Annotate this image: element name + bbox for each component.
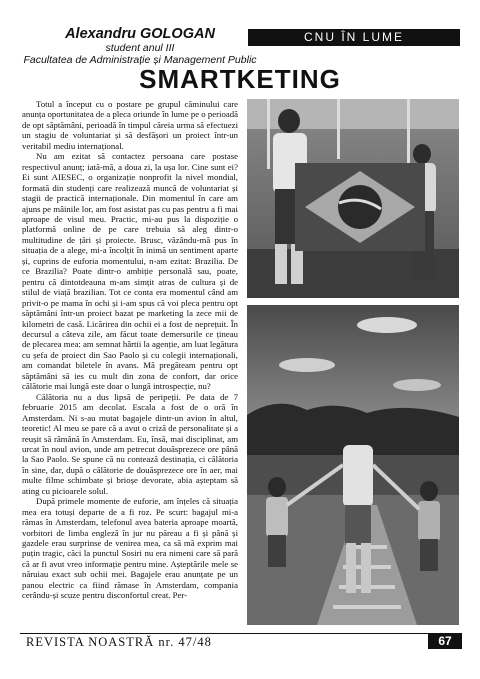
paragraph: Călătoria nu a dus lipsă de peripeții. Pe data de 7 februarie 2015 am decolat. Escala a fost de o oră în Amsterdam. Ni s-au mutat bagajele dintr-un avion în altul, teoretic! Al meu se pare că a avut o criză de personalitate și a reușit să rămână în Amsterdam. Eu, însă, mai disciplinat, am urcat în noul avion, unde am petrecut douăsprezece ore până la Sao Paolo. Se spune că nu contează destinația, ci călătoria în sine, dar, după o călătorie de douăsprezece ore în aer, mai multe filme schimbate și brioșe devorate, abia așteptam să ating cu picioarele solul. [22,391,238,496]
magazine-issue: REVISTA NOASTRĂ nr. 47/48 [26,635,212,649]
author-name: Alexandru GOLOGAN [65,26,215,42]
paragraph: Nu am ezitat să contactez persoana care postase respectivul anunț; iată-mă, a doua zi, la ușa lor. Cine sunt ei? Ei sunt AIESEC, o organizație nonprofit la nivel mondial, formată din studenți care realizează muncă de voluntariat și stagii de practică internaționale. Din momentul în care am ajuns pe mâinile lor, am fost asistat pas cu pas pentru a fi mai aproape de visul meu. Practic, mi-au pus la dispoziție o platformă online de pe care trebuia să aleg dintr-o multitudine de țări și proiecte. Brusc, văzându-mă pus în situația de a alege, mi-a încolțit în inimă un sentiment aparte și, cuprins de euforia momentului, n-am ezitat: Brazilia. De ce Brazilia? Poate dintr-o ambiție personală sau, poate, pentru că dintotdeauna m-am simțit atras de cultura și de stilul de viață brazilian. Tot ce conta era momentul când am privit-o pe mama în ochi și i-am spus că voi pleca pentru opt săptămâni într-un proiect bazat pe marketing la zece mii de kilometri de casă. Licărirea din ochii ei a fost de neprețuit. În decursul a câteva zile, am făcut toate demersurile ce țineau de plecarea mea: am semnat hârtii la agenție, am luat legătura cu șefa de proiect din Sao Paolo și cu colegii internaționali, am comandat biletele în avans. Mă pregăteam pentru opt săptămâni să ies cu mult din zona de confort, dar orice călătorie mai lungă este doar o lungă introspecție, nu? [22,151,238,392]
photo-walk-image [247,305,459,625]
page-footer [20,633,462,649]
photo-flag-image [247,99,459,298]
photo-walk [247,305,459,625]
author-block [20,26,260,66]
paragraph: După primele momente de euforie, am înțeles că situația mea era totuși departe de a fi roz. Pe scurt: bagajul mi-a rămas în Amsterdam, telefonul avea bateria aproape moartă, vorbitori de limba engleză în jur nu păreau a fi și până și gazdele erau surprinse de venirea mea, ca să mă exprim mai puțin tragic, căci la punctul Sosiri nu era nimeni care să pară că ar fi avut vreo informație pentru mine. Așteptările mele se năruiau exact sub ochii mei. Bagajele erau anunțate pe un panou electric ca fiind rămase în Amsterdam, compania cerându-și scuze pentru disconfortul creat. Per- [22,496,238,601]
page-number: 67 [428,634,462,649]
article-title: SMARTKETING [139,64,341,94]
paragraph: Totul a început cu o postare pe grupul căminului care anunța oportunitatea de a pleca oriunde în lume pe o perioadă de opt săptămâni, perioadă în timpul căreia urma să efectuezi un stagiu de voluntariat și să desfășori un proiect într-un veritabil mediu internațional. [22,99,238,151]
photo-flag [247,99,459,298]
article-body [22,99,238,622]
author-role: student anul III [105,42,175,54]
author-faculty: Facultatea de Administrație și Management Public [23,54,257,66]
section-rubric: CNU ÎN LUME [248,29,460,46]
